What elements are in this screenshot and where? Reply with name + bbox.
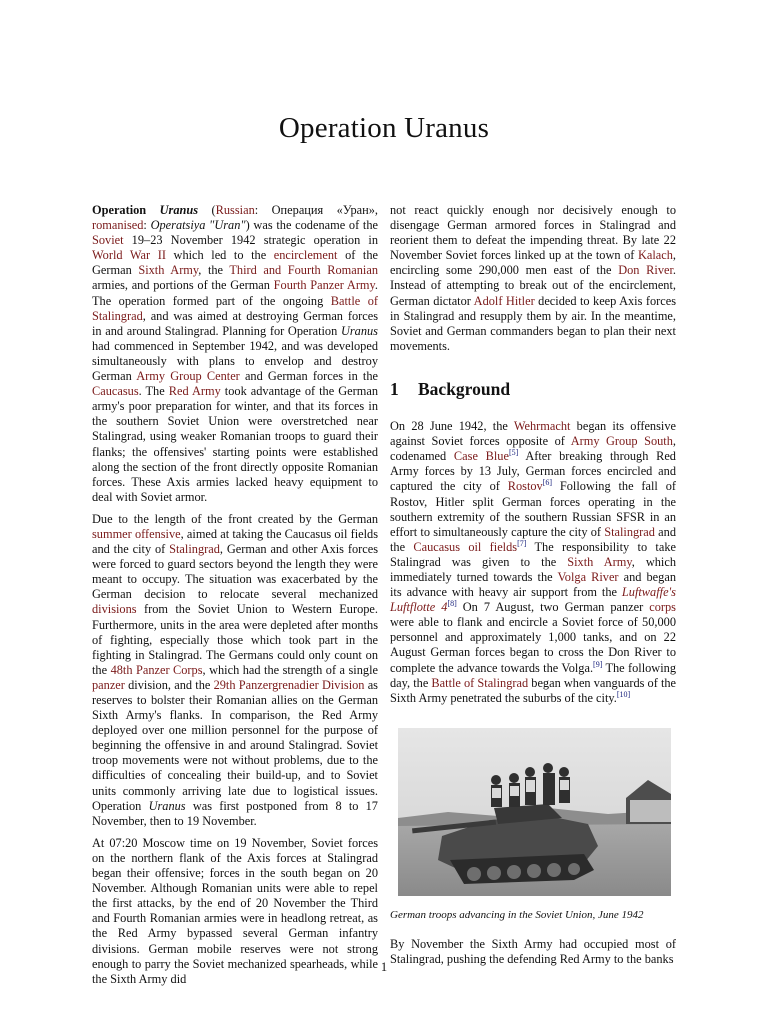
text: 19–23 November 1942 strategic operation in: [123, 233, 378, 248]
text: Due to the length of the front created by the German: [92, 511, 378, 526]
figure-caption: German troops advancing in the Soviet Union, June 1942: [390, 908, 644, 921]
text: The responsibility to take Stalingrad was given to the: [390, 539, 676, 569]
text: ) was the codename of the: [245, 218, 378, 233]
tank-photo-drawing: [398, 728, 671, 896]
text: and German forces in the: [239, 369, 378, 384]
text: were able to flank and encircle a Soviet force of 50,000 personnel and approximately 1,000 tanks, and on 22 August German forces began to cross the Don River to complete the advance towards the Volga.: [390, 615, 676, 675]
page-number: 1: [380, 960, 388, 974]
text: . The: [138, 384, 169, 399]
link-volga-river[interactable]: Volga River: [557, 569, 619, 584]
transliteration: Operatsiya "Uran": [150, 218, 246, 233]
luftflotte-text: Luftwaffe's Luftflotte 4: [390, 585, 676, 615]
text: division, and the: [124, 677, 214, 692]
text: , codenamed: [390, 434, 676, 464]
section-number: 1: [390, 378, 399, 399]
link-caucasus[interactable]: Caucasus: [92, 384, 139, 399]
citation-8[interactable]: [8]: [447, 599, 457, 609]
link-corps[interactable]: corps: [649, 600, 676, 615]
text: as reserves to bolster their Romanian allies on the German Sixth Army's flanks. In comparison, the Red Army deployed over one million personnel for the purpose of beginning the offensive in and around Stalingrad. Soviet troop movements were not without problems, due to the difficulties of concealing their build-up, and to Soviet units commonly arriving late due to logistical issues. Operation: [92, 677, 378, 813]
link-sixth-army[interactable]: Sixth Army: [138, 263, 199, 278]
link-encirclement[interactable]: encirclement: [273, 248, 338, 263]
text: . The operation formed part of the ongoing: [92, 278, 378, 308]
italic-uranus: Uranus: [340, 323, 378, 338]
citation-6[interactable]: [6]: [542, 478, 553, 488]
text: began its offensive against Soviet forces opposite of: [390, 419, 676, 449]
link-stalingrad[interactable]: Stalingrad: [604, 524, 655, 539]
text: of the German: [92, 248, 379, 278]
left-column: [92, 203, 378, 994]
paragraph-offensive-start: At 07:20 Moscow time on 19 November, Soviet forces on the northern flank of the Axis forces at Stalingrad began their offensive; forces in the south began on 20 November. Although Romanian units were able to repel the first attacks, by the end of 20 November the Third and Fourth Romanian armies were in headlong retreat, as the Red Army bypassed several German infantry divisions. German mobile reserves were not strong enough to parry the Soviet mechanized spearheads, while the Sixth Army did: [92, 835, 378, 986]
text: The following day, the: [390, 660, 676, 690]
text: from the Soviet Union to Western Europe. Furthermore, units in the area were depleted after months of fighting, especially those which took part in the fighting in Stalingrad. The Germans could only count on the: [92, 602, 378, 677]
link-stalingrad[interactable]: Stalingrad: [169, 542, 220, 557]
text: , German and other Axis forces were forced to guard sectors beyond the length they were meant to occupy. The situation was exacerbated by the German decision to relocate several mechanized: [92, 542, 379, 602]
text: took advantage of the German army's poor preparation for winter, and that its forces in the southern Soviet Union were overstretched near Stalingrad, using weaker Romanian troops to guard their flanks; the offensives' starting points were established along the section of the front directly opposite Romanian forces. These Axis armies lacked heavy equipment to deal with Soviet armor.: [92, 384, 378, 504]
link-caucasus-oil-fields[interactable]: Caucasus oil fields: [413, 539, 518, 554]
text: and began its advance with heavy air support from the: [390, 569, 676, 600]
text: armies, and portions of the German: [92, 278, 274, 293]
text: was first postponed from 8 to 17 November, then to 19 November.: [92, 798, 378, 828]
text: , which immediately turned towards the: [390, 554, 676, 584]
link-battle-of-stalingrad[interactable]: Battle of Stalingrad: [92, 293, 378, 323]
link-rostov[interactable]: Rostov: [507, 479, 543, 494]
link-48th-panzer-corps[interactable]: 48th Panzer Corps: [110, 662, 203, 677]
citation-9[interactable]: [9]: [593, 659, 603, 669]
text: and the: [390, 524, 676, 554]
citation-5[interactable]: [5]: [508, 448, 519, 458]
link-red-army[interactable]: Red Army: [168, 384, 221, 399]
text: After breaking through Red Army forces by 13 July, German forces encircled and captured the city of: [390, 449, 676, 494]
link-army-group-center[interactable]: Army Group Center: [136, 369, 240, 384]
text: began when vanguards of the Sixth Army penetrated the suburbs of the city.: [390, 675, 677, 705]
text: , the: [198, 263, 230, 278]
link-russian[interactable]: Russian: [215, 203, 255, 217]
text: On 28 June 1942, the: [390, 419, 514, 434]
paragraph-background: [390, 419, 676, 706]
text: Following the fall of Rostov, Hitler split German forces operating in the southern extremity of the southern Russian SFSR in an effort to simultaneously capture the city of: [390, 479, 676, 539]
text: On 7 August, two German panzer: [456, 600, 650, 615]
link-adolf-hitler[interactable]: Adolf Hitler: [473, 293, 535, 308]
italic-uranus: Uranus: [148, 798, 186, 813]
text: . Instead of attempting to break out of the encirclement, German dictator: [390, 263, 676, 308]
right-column: [390, 203, 676, 974]
link-fourth-panzer-army[interactable]: Fourth Panzer Army: [273, 278, 375, 293]
link-29th-panzergrenadier[interactable]: 29th Panzergrenadier Division: [213, 677, 365, 692]
lead-text-a: Operation: [92, 203, 160, 217]
lead-text-b: Uranus: [159, 203, 199, 217]
text: not react quickly enough nor decisively enough to disengage German armored forces in Stalingrad and reorient them to defeat the impending threat. By late 22 November Soviet forces linked up at the town of: [390, 203, 676, 263]
lead-text: [92, 203, 198, 217]
tank-photo: [398, 728, 671, 896]
link-sixth-army[interactable]: Sixth Army: [567, 554, 632, 569]
link-case-blue[interactable]: Case Blue: [453, 449, 509, 464]
text: had commenced in September 1942, and was developed simultaneously with plans to envelop and destroy German: [92, 338, 378, 384]
citation-7[interactable]: [7]: [517, 538, 527, 548]
citation-10[interactable]: [10]: [616, 689, 631, 699]
link-divisions[interactable]: divisions: [92, 602, 137, 617]
paragraph-front-length: [92, 512, 378, 829]
text: :: [143, 218, 151, 233]
link-summer-offensive[interactable]: summer offensive: [92, 526, 181, 541]
link-world-war-ii[interactable]: World War II: [92, 248, 166, 263]
paragraph-november: By November the Sixth Army had occupied most of Stalingrad, pushing the defending Red Army to the banks: [390, 936, 676, 966]
text: : Операция «Уран»,: [254, 203, 378, 217]
link-army-group-south[interactable]: Army Group South: [570, 434, 673, 449]
text: which led to the: [165, 248, 274, 263]
page-title: Operation Uranus: [278, 112, 490, 144]
paragraph-continuation: [390, 203, 676, 354]
link-soviet[interactable]: Soviet: [92, 233, 124, 248]
text: , and was aimed at destroying German forces in and around Stalingrad. Planning for Operation: [92, 308, 378, 338]
text: decided to keep Axis forces in Stalingrad and resupply them by air. In the meantime, Soviet and German commanders began to plan their next movements.: [390, 293, 677, 353]
link-romanian-armies[interactable]: Third and Fourth Romanian: [229, 263, 378, 278]
link-don-river[interactable]: Don River: [618, 263, 673, 278]
section-title: Background: [418, 378, 511, 399]
text: (: [198, 203, 216, 217]
section-heading-background: [390, 378, 676, 399]
link-kalach[interactable]: Kalach: [637, 248, 673, 263]
text: , aimed at taking the Caucasus oil fields and the city of: [92, 526, 379, 557]
intro-paragraph: [92, 203, 378, 505]
link-wehrmacht[interactable]: Wehrmacht: [513, 419, 571, 434]
link-panzer[interactable]: panzer: [92, 677, 125, 692]
link-romanised[interactable]: romanised: [92, 218, 144, 233]
link-battle-of-stalingrad[interactable]: Battle of Stalingrad: [431, 675, 529, 690]
text: , encircling some 290,000 men east of the: [390, 248, 676, 278]
text: , which had the strength of a single: [202, 662, 378, 677]
